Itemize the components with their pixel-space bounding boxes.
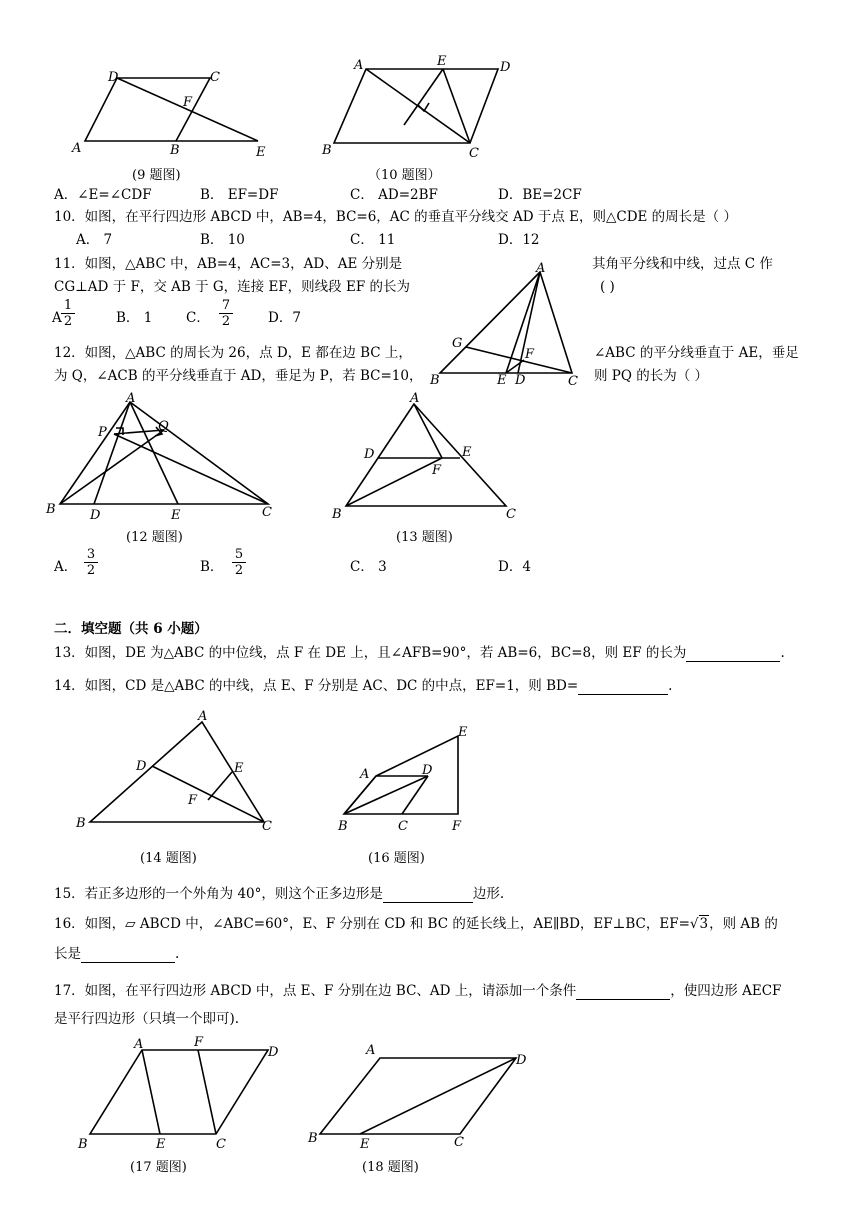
svg-text:D: D	[515, 373, 526, 388]
figure-12	[44, 390, 284, 522]
svg-text:D: D	[364, 447, 375, 462]
q10-option-a: A． 7	[76, 232, 113, 248]
svg-text:C: C	[568, 374, 578, 389]
q12-line2-left: 为 Q，∠ACB 的平分线垂直于 AD，垂足为 P，若 BC=10，	[54, 368, 423, 384]
caption-fig-13: (13 题图)	[396, 530, 453, 545]
q17-line2: 是平行四边形（只填一个即可).	[54, 1011, 240, 1027]
svg-text:A: A	[366, 1043, 376, 1058]
svg-text:D: D	[268, 1045, 279, 1060]
svg-text:D: D	[516, 1053, 527, 1068]
q14-text	[54, 677, 672, 695]
svg-text:E: E	[462, 445, 472, 460]
svg-text:G: G	[452, 336, 463, 351]
q11-option-a: A	[52, 310, 62, 326]
q17-answer-blank[interactable]	[576, 985, 670, 1000]
svg-text:C: C	[398, 819, 408, 834]
caption-fig-14: (14 题图)	[140, 851, 197, 866]
figure-9	[70, 68, 270, 160]
svg-text:E: E	[171, 508, 181, 523]
svg-text:B: B	[76, 816, 86, 831]
svg-text:A: A	[134, 1037, 144, 1052]
q16-after: ，则 AB 的	[709, 916, 778, 932]
q12-option-c: C． 3	[350, 559, 387, 575]
q12-line1-right: ∠ABC 的平分线垂直于 AE，垂足	[594, 345, 799, 361]
svg-text:B: B	[322, 143, 332, 158]
q16-line1	[54, 915, 778, 933]
figure-16	[334, 722, 494, 837]
q12-option-d: D．4	[498, 559, 531, 575]
svg-text:C: C	[469, 146, 479, 161]
q15-stem: 15．若正多边形的一个外角为 40°，则这个正多边形是	[54, 886, 383, 902]
q12-option-b: B．	[200, 559, 224, 575]
q12-option-a: A．	[54, 559, 78, 575]
svg-text:A: A	[198, 709, 208, 724]
svg-text:D: D	[108, 70, 119, 85]
svg-text:D: D	[136, 759, 147, 774]
figure-14	[74, 706, 284, 836]
q11-line1-right: 其角平分线和中线，过点 C 作	[592, 256, 773, 272]
svg-text:E: E	[497, 373, 507, 388]
q15-end: 边形.	[472, 886, 505, 902]
svg-text:E: E	[234, 761, 244, 776]
q13-stem: 13．如图，DE 为△ABC 的中位线，点 F 在 DE 上，且∠AFB=90°，若 AB=6，BC=8，则 EF 的长为	[54, 645, 687, 661]
q12-line2-right: 则 PQ 的长为（ ）	[594, 368, 709, 384]
q14-answer-blank[interactable]	[578, 680, 668, 695]
figure-17	[76, 1036, 296, 1154]
q17-line1	[54, 982, 781, 1000]
q16-sqrt: √3	[689, 916, 709, 932]
section-2-heading: 二．填空题（共 6 小题）	[54, 621, 208, 637]
svg-text:B: B	[338, 819, 348, 834]
q11-option-c: C．	[186, 310, 210, 326]
q9-option-a: A．∠E=∠CDF	[54, 187, 152, 203]
q13-end: .	[780, 645, 785, 661]
q16-stem: 16．如图，▱ ABCD 中，∠ABC=60°，E、F 分别在 CD 和 BC 的延长线上，AE∥BD，EF⊥BC，EF=	[54, 916, 690, 932]
svg-text:Q: Q	[158, 419, 169, 434]
q10-option-d: D．12	[498, 232, 540, 248]
svg-text:E: E	[458, 725, 468, 740]
svg-text:B: B	[46, 502, 56, 517]
q12-option-b-fraction: $\frac{5}{2}$	[232, 547, 246, 578]
q13-text	[54, 644, 785, 662]
svg-text:A: A	[360, 767, 370, 782]
q11-option-b: B． 1	[116, 310, 153, 326]
q10-option-c: C． 11	[350, 232, 396, 248]
caption-fig-12: (12 题图)	[126, 530, 183, 545]
svg-text:C: C	[262, 819, 272, 834]
svg-text:A: A	[410, 391, 420, 406]
caption-fig-17: (17 题图)	[130, 1160, 187, 1175]
svg-text:D: D	[422, 763, 433, 778]
svg-text:F: F	[188, 793, 198, 808]
figure-18	[306, 1018, 536, 1154]
q16-end: .	[175, 946, 180, 962]
q15-text	[54, 885, 504, 903]
q9-option-b: B． EF=DF	[200, 187, 279, 203]
caption-fig-18: (18 题图)	[362, 1160, 419, 1175]
svg-text:E: E	[256, 145, 266, 160]
svg-text:A: A	[126, 391, 136, 406]
q15-answer-blank[interactable]	[383, 888, 473, 903]
svg-text:B: B	[430, 373, 440, 388]
svg-text:D: D	[90, 508, 101, 523]
q14-end: .	[668, 678, 673, 694]
svg-text:F: F	[432, 463, 442, 478]
svg-text:A: A	[72, 141, 82, 156]
svg-text:B: B	[332, 507, 342, 522]
svg-text:F: F	[183, 95, 193, 110]
svg-text:A: A	[354, 58, 364, 73]
svg-text:F: F	[525, 347, 535, 362]
q9-option-c: C． AD=2BF	[350, 187, 438, 203]
q17-after: ，使四边形 AECF	[670, 983, 782, 999]
q10-stem: 10．如图，在平行四边形 ABCD 中，AB=4，BC=6，AC 的垂直平分线交 AD 于点 E，则△CDE 的周长是（ ）	[54, 209, 737, 225]
svg-text:P: P	[98, 425, 107, 440]
svg-text:C: C	[454, 1135, 464, 1150]
q16-answer-blank[interactable]	[81, 948, 175, 963]
svg-text:E: E	[360, 1137, 370, 1152]
figure-10	[318, 55, 528, 160]
q11-line2-right: ( )	[600, 279, 615, 295]
q11-option-a-fraction: $\frac{1}{2}$	[61, 298, 75, 329]
svg-text:C: C	[262, 505, 272, 520]
q9-option-d: D．BE=2CF	[498, 187, 582, 203]
q17-stem: 17．如图，在平行四边形 ABCD 中，点 E、F 分别在边 BC、AD 上，请添加一个条件	[54, 983, 577, 999]
figure-13	[330, 390, 530, 522]
q16-line2	[54, 945, 179, 963]
svg-text:D: D	[500, 60, 511, 75]
svg-text:C: C	[506, 507, 516, 522]
q11-option-c-fraction: $\frac{7}{2}$	[219, 298, 233, 329]
svg-text:C: C	[210, 70, 220, 85]
q16-line2-stem: 长是	[54, 946, 81, 962]
q13-answer-blank[interactable]	[686, 647, 780, 662]
caption-fig-9: (9 题图)	[132, 168, 181, 183]
svg-text:B: B	[78, 1137, 88, 1152]
svg-text:F: F	[452, 819, 462, 834]
svg-text:E: E	[156, 1137, 166, 1152]
svg-text:E: E	[437, 54, 447, 69]
svg-text:F: F	[194, 1035, 204, 1050]
caption-fig-10: （10 题图）	[368, 168, 441, 183]
svg-text:C: C	[216, 1137, 226, 1152]
q14-stem: 14．如图，CD 是△ABC 的中线，点 E、F 分别是 AC、DC 的中点，EF=1，则 BD=	[54, 678, 579, 694]
figure-11	[428, 262, 588, 390]
q11-line2-left: CG⊥AD 于 F，交 AB 于 G，连接 EF，则线段 EF 的长为	[54, 279, 410, 295]
q10-option-b: B． 10	[200, 232, 245, 248]
svg-text:A: A	[536, 261, 546, 276]
q11-option-d: D．7	[268, 310, 301, 326]
caption-fig-16: (16 题图)	[368, 851, 425, 866]
q12-line1-left: 12．如图，△ABC 的周长为 26，点 D，E 都在边 BC 上，	[54, 345, 412, 361]
q12-option-a-fraction: $\frac{3}{2}$	[84, 547, 98, 578]
svg-text:B: B	[170, 143, 180, 158]
svg-text:B: B	[308, 1131, 318, 1146]
q11-line1-left: 11．如图，△ABC 中，AB=4，AC=3，AD、AE 分别是	[54, 256, 403, 272]
